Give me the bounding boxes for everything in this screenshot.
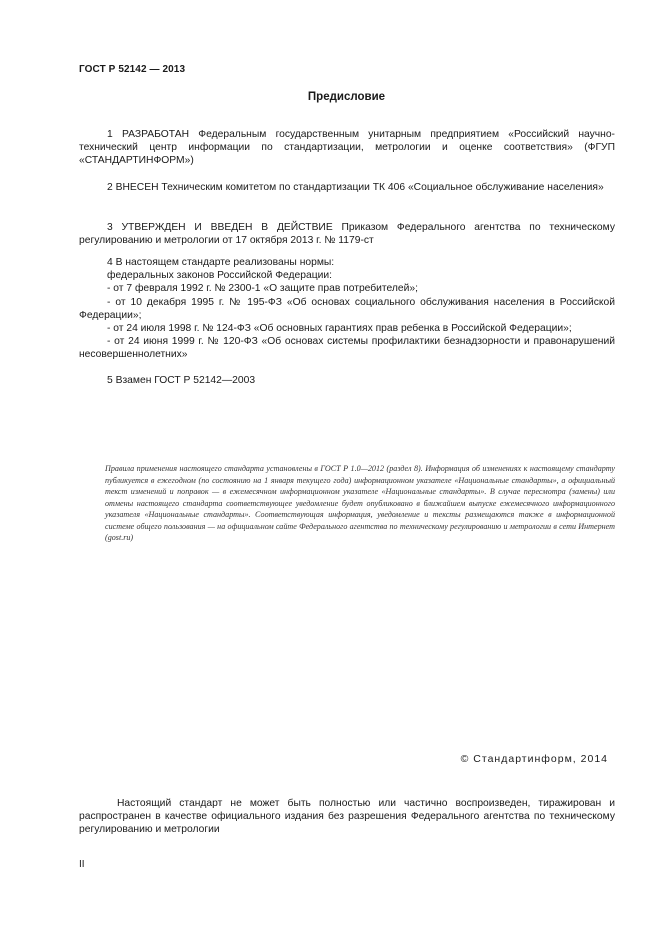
paragraph-3-text: 3 УТВЕРЖДЕН И ВВЕДЕН В ДЕЙСТВИЕ Приказом Федерального агентства по техническому регулированию и метрологии от 17 октября 2013 г. № 1179-ст: [79, 222, 615, 247]
paragraph-5: [79, 374, 615, 387]
paragraph-1: [79, 128, 615, 168]
paragraph-3: [79, 221, 615, 247]
paragraph-1-text: 1 РАЗРАБОТАН Федеральным государственным унитарным предприятием «Российский научно-технический центр информации по стандартизации, метрологии и оценке соответствия» (ФГУП «СТАНДАРТИНФОРМ»): [79, 129, 615, 167]
copyright-line: © Стандартинформ, 2014: [460, 753, 608, 765]
usage-rules-note: Правила применения настоящего стандарта установлены в ГОСТ Р 1.0—2012 (раздел 8). Информация об изменениях к настоящему стандарту публикуется в ежегодном (по состоянию на 1 января текущего года) информационном указателе «Национальные стандарты», а официальный текст изменений и поправок — в ежемесячном информационном указателе «Национальные стандарты». В случае пересмотра (замены) или отмены настоящего стандарта соответствующее уведомление будет опубликовано в ближайшем выпуске ежемесячного информационного указателя «Национальные стандарты». Соответствующая информация, уведомление и тексты размещаются также в информационной системе общего пользования — на официальном сайте Федерального агентства по техническому регулированию и метрологии в сети Интернет (gost.ru): [105, 464, 615, 543]
paragraph-4-subintro: федеральных законов Российской Федерации:: [107, 270, 332, 282]
page-title: Предисловие: [307, 91, 386, 103]
paragraph-4-intro: 4 В настоящем стандарте реализованы нормы:: [107, 257, 335, 268]
law-item: - от 24 июля 1998 г. № 124-ФЗ «Об основных гарантиях прав ребенка в Российской Федерации»;: [107, 323, 572, 335]
document-code: ГОСТ Р 52142 — 2013: [79, 64, 186, 75]
paragraph-5-text: 5 Взамен ГОСТ Р 52142—2003: [107, 375, 256, 386]
law-item: - от 10 декабря 1995 г. № 195-ФЗ «Об основах социального обслуживания населения в Российской Федерации»;: [79, 296, 615, 321]
page-number: II: [79, 859, 85, 870]
law-item: - от 7 февраля 1992 г. № 2300-1 «О защите прав потребителей»;: [107, 283, 418, 295]
law-item: - от 24 июня 1999 г. № 120-ФЗ «Об основах системы профилактики безнадзорности и правонарушений несовершеннолетних»: [79, 336, 615, 361]
paragraph-4: [79, 256, 615, 362]
paragraph-2: [79, 181, 615, 194]
paragraph-2-text: 2 ВНЕСЕН Техническим комитетом по стандартизации ТК 406 «Социальное обслуживание населения»: [107, 182, 604, 193]
reproduction-notice: Настоящий стандарт не может быть полностью или частично воспроизведен, тиражирован и распространен в качестве официального издания без разрешения Федерального агентства по техническому регулированию и метрологии: [79, 798, 615, 836]
